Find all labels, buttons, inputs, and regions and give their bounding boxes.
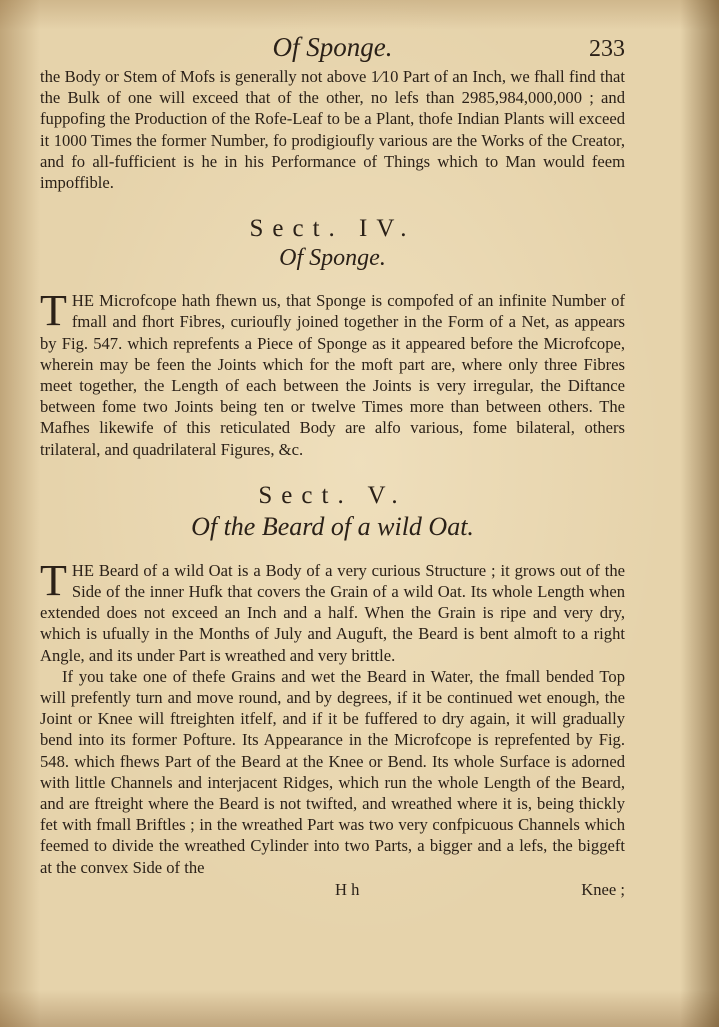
- section-4-paragraph: [40, 286, 625, 460]
- section-4-subheading: Of Sponge.: [279, 245, 386, 272]
- section-5-paragraph-1: [40, 555, 625, 666]
- book-page: [40, 30, 625, 904]
- section-5-subheading: Of the Beard of a wild Oat.: [191, 511, 474, 541]
- section-5-paragraph-2: If you take one of thefe Grains and wet the Beard in Water, the fmall bended Top will prefently turn and move round, and by degrees, if it be continued wet enough, the Joint or Knee will ftreighten itfelf, and if it be fuffered to dry again, it will gradually bend into its former Pofture. Its Appearance in the Microfcope is reprefented by Fig. 548. which fhews Part of the Beard at the Knee or Bend. Its whole Surface is adorned with little Channels and interjacent Ridges, which run the whole Length of the Beard, and are ftreight where the Beard is not twifted, and wreathed where it is, being thickly fet with fmall Briftles ; in the wreathed Part was two very confpicuous Channels which feemed to divide the wreathed Cylinder into two Parts, a bigger and a lefs, the biggeft at the convex Side of the: [40, 666, 625, 877]
- page-number: 233: [589, 36, 625, 62]
- section-5-text-1: HE Beard of a wild Oat is a Body of a very curious Structure ; it grows out of the Side of the inner Hufk that covers the Grain of a wild Oat. Its whole Length when extended does not exceed an Inch and a half. When the Grain is ripe and very dry, which is ufually in the Months of July and Auguft, the Beard is bent almoft to a right Angle, and its under Part is wreathed and very brittle.: [40, 560, 625, 665]
- running-head-title: Of Sponge.: [272, 32, 393, 62]
- section-4-dropcap: T: [40, 286, 67, 336]
- signature-mark: H h: [335, 879, 360, 899]
- continuation-paragraph: the Body or Stem of Mofs is generally not above 1⁄10 Part of an Inch, we fhall find that the Bulk of one will exceed that of the other, no lefs than 2985,984,000,000 ; and fuppofing the Production of the Rofe-Leaf to be a Plant, thofe Indian Plants will exceed it 1000 Times the former Number, fo prodigioufly various are the Works of the Creator, and fo all-fufficient is he in his Performance of Things which to Man would feem impoffible.: [40, 67, 625, 193]
- page-footer: [40, 880, 625, 904]
- section-5-dropcap: T: [40, 555, 67, 605]
- catchword: Knee ;: [581, 879, 625, 899]
- section-4-text: HE Microfcope hath fhewn us, that Sponge is compofed of an infinite Number of fmall and fhort Fibres, curioufly joined together in the Form of a Net, as appears by Fig. 547. which reprefents a Piece of Sponge as it appeared before the Microfcope, wherein may be feen the Joints which for the moft part are, where only three Fibres meet together, the Length of each between the Joints is very irregular, the Diftance between fome two Joints being ten or twelve Times more than between others. The Mafhes likewife of this reticulated Body are alfo various, fome bilateral, others trilateral, and quadrilateral Figures, &c.: [40, 291, 625, 459]
- section-5-heading: Sect. V.: [258, 481, 407, 509]
- running-head: [40, 30, 625, 66]
- section-4-heading: Sect. IV.: [249, 215, 416, 243]
